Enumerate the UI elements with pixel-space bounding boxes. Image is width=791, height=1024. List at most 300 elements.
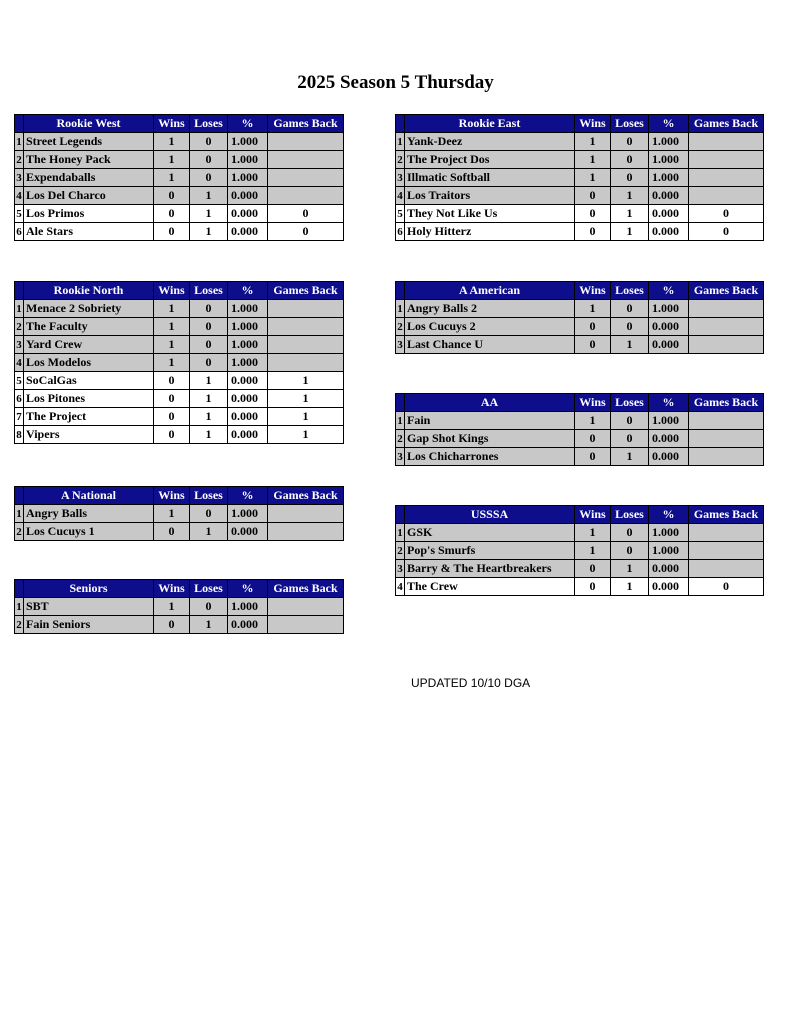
rank-cell: 7 xyxy=(15,408,24,426)
wins-header: Wins xyxy=(154,282,190,300)
games-back-cell xyxy=(268,354,344,372)
pct-cell: 1.000 xyxy=(649,133,689,151)
table-row xyxy=(15,223,344,241)
wins-cell: 1 xyxy=(575,542,611,560)
rank-cell: 5 xyxy=(15,372,24,390)
rank-cell: 8 xyxy=(15,426,24,444)
loses-cell: 1 xyxy=(611,205,649,223)
table-row xyxy=(15,336,344,354)
team-name-cell: The Crew xyxy=(405,578,575,596)
pct-cell: 1.000 xyxy=(228,598,268,616)
wins-cell: 0 xyxy=(575,187,611,205)
wins-cell: 1 xyxy=(154,169,190,187)
table-row xyxy=(396,187,764,205)
table-row xyxy=(396,133,764,151)
loses-cell: 0 xyxy=(190,169,228,187)
pct-cell: 0.000 xyxy=(649,430,689,448)
wins-cell: 1 xyxy=(154,505,190,523)
pct-cell: 1.000 xyxy=(649,169,689,187)
loses-cell: 0 xyxy=(190,598,228,616)
pct-cell: 0.000 xyxy=(649,560,689,578)
rank-cell: 2 xyxy=(396,430,405,448)
wins-cell: 1 xyxy=(154,318,190,336)
updated-note: UPDATED 10/10 DGA xyxy=(411,676,531,690)
header-row xyxy=(15,487,344,505)
pct-cell: 1.000 xyxy=(649,151,689,169)
table-row xyxy=(15,205,344,223)
wins-cell: 1 xyxy=(154,354,190,372)
games-back-cell xyxy=(689,169,764,187)
loses-cell: 0 xyxy=(190,336,228,354)
wins-cell: 0 xyxy=(154,616,190,634)
wins-cell: 0 xyxy=(154,205,190,223)
division-name: AA xyxy=(405,394,575,412)
loses-cell: 0 xyxy=(611,300,649,318)
games-back-cell xyxy=(268,300,344,318)
team-name-cell: Los Cucuys 1 xyxy=(24,523,154,541)
table-row xyxy=(396,169,764,187)
pct-cell: 1.000 xyxy=(228,300,268,318)
team-name-cell: SoCalGas xyxy=(24,372,154,390)
rank-cell: 1 xyxy=(15,505,24,523)
games-back-cell xyxy=(268,133,344,151)
loses-cell: 1 xyxy=(190,426,228,444)
team-name-cell: Los Del Charco xyxy=(24,187,154,205)
team-name-cell: Vipers xyxy=(24,426,154,444)
pct-cell: 0.000 xyxy=(649,205,689,223)
games-back-cell xyxy=(268,505,344,523)
table-row xyxy=(15,300,344,318)
wins-cell: 0 xyxy=(154,223,190,241)
rank-cell: 4 xyxy=(396,578,405,596)
pct-cell: 1.000 xyxy=(649,524,689,542)
games-back-header: Games Back xyxy=(689,282,764,300)
pct-header: % xyxy=(228,487,268,505)
pct-header: % xyxy=(649,115,689,133)
rank-cell: 3 xyxy=(396,336,405,354)
standings-table-rookie-east xyxy=(395,114,764,241)
games-back-header: Games Back xyxy=(689,115,764,133)
team-name-cell: The Project Dos xyxy=(405,151,575,169)
pct-cell: 1.000 xyxy=(228,505,268,523)
team-name-cell: The Honey Pack xyxy=(24,151,154,169)
wins-cell: 1 xyxy=(575,412,611,430)
pct-cell: 0.000 xyxy=(228,372,268,390)
pct-header: % xyxy=(649,282,689,300)
table-row xyxy=(396,151,764,169)
wins-cell: 1 xyxy=(575,524,611,542)
pct-cell: 1.000 xyxy=(228,318,268,336)
team-name-cell: Los Pitones xyxy=(24,390,154,408)
pct-cell: 1.000 xyxy=(228,354,268,372)
team-name-cell: Los Chicharrones xyxy=(405,448,575,466)
team-name-cell: Yank-Deez xyxy=(405,133,575,151)
wins-cell: 1 xyxy=(154,598,190,616)
rank-cell: 2 xyxy=(396,542,405,560)
games-back-cell: 0 xyxy=(689,205,764,223)
team-name-cell: Angry Balls xyxy=(24,505,154,523)
wins-cell: 1 xyxy=(575,133,611,151)
pct-cell: 0.000 xyxy=(228,223,268,241)
games-back-header: Games Back xyxy=(268,487,344,505)
wins-cell: 0 xyxy=(154,523,190,541)
header-row xyxy=(396,394,764,412)
table-row xyxy=(396,300,764,318)
team-name-cell: Fain Seniors xyxy=(24,616,154,634)
loses-cell: 1 xyxy=(611,336,649,354)
games-back-cell: 1 xyxy=(268,408,344,426)
division-name: Rookie East xyxy=(405,115,575,133)
loses-cell: 0 xyxy=(190,354,228,372)
wins-cell: 1 xyxy=(575,300,611,318)
rank-header xyxy=(396,115,405,133)
pct-cell: 1.000 xyxy=(649,542,689,560)
games-back-cell xyxy=(268,598,344,616)
loses-cell: 0 xyxy=(611,318,649,336)
header-row xyxy=(15,282,344,300)
pct-header: % xyxy=(228,282,268,300)
games-back-header: Games Back xyxy=(689,394,764,412)
table-row xyxy=(396,542,764,560)
team-name-cell: Last Chance U xyxy=(405,336,575,354)
rank-header xyxy=(15,282,24,300)
rank-cell: 5 xyxy=(15,205,24,223)
games-back-cell xyxy=(268,523,344,541)
loses-header: Loses xyxy=(190,282,228,300)
table-row xyxy=(396,560,764,578)
loses-header: Loses xyxy=(611,394,649,412)
pct-cell: 0.000 xyxy=(228,408,268,426)
loses-header: Loses xyxy=(611,115,649,133)
pct-cell: 0.000 xyxy=(228,523,268,541)
games-back-cell xyxy=(689,524,764,542)
wins-cell: 0 xyxy=(154,372,190,390)
loses-cell: 0 xyxy=(611,133,649,151)
pct-cell: 1.000 xyxy=(228,336,268,354)
wins-cell: 0 xyxy=(575,205,611,223)
loses-cell: 0 xyxy=(611,542,649,560)
pct-cell: 1.000 xyxy=(228,133,268,151)
wins-header: Wins xyxy=(575,282,611,300)
loses-cell: 1 xyxy=(190,408,228,426)
rank-cell: 6 xyxy=(15,390,24,408)
team-name-cell: Holy Hitterz xyxy=(405,223,575,241)
rank-cell: 3 xyxy=(396,169,405,187)
rank-header xyxy=(396,394,405,412)
standings-table-seniors xyxy=(14,579,344,634)
wins-cell: 0 xyxy=(154,426,190,444)
rank-cell: 2 xyxy=(15,616,24,634)
team-name-cell: Ale Stars xyxy=(24,223,154,241)
loses-cell: 0 xyxy=(611,151,649,169)
page-title: 2025 Season 5 Thursday xyxy=(297,72,494,93)
rank-cell: 1 xyxy=(15,598,24,616)
team-name-cell: Yard Crew xyxy=(24,336,154,354)
loses-header: Loses xyxy=(190,487,228,505)
games-back-cell: 1 xyxy=(268,426,344,444)
team-name-cell: Gap Shot Kings xyxy=(405,430,575,448)
wins-cell: 0 xyxy=(575,336,611,354)
games-back-header: Games Back xyxy=(268,115,344,133)
header-row xyxy=(396,115,764,133)
rank-cell: 1 xyxy=(396,133,405,151)
games-back-cell: 0 xyxy=(268,223,344,241)
games-back-cell xyxy=(689,448,764,466)
rank-cell: 3 xyxy=(396,560,405,578)
pct-cell: 0.000 xyxy=(228,205,268,223)
rank-cell: 5 xyxy=(396,205,405,223)
rank-cell: 1 xyxy=(15,300,24,318)
standings-table-aa xyxy=(395,393,764,466)
table-row xyxy=(15,169,344,187)
team-name-cell: SBT xyxy=(24,598,154,616)
table-row xyxy=(15,408,344,426)
pct-cell: 1.000 xyxy=(228,169,268,187)
games-back-cell xyxy=(689,430,764,448)
pct-header: % xyxy=(228,580,268,598)
pct-cell: 1.000 xyxy=(228,151,268,169)
loses-cell: 1 xyxy=(190,523,228,541)
rank-cell: 2 xyxy=(396,151,405,169)
loses-cell: 0 xyxy=(190,300,228,318)
rank-cell: 4 xyxy=(396,187,405,205)
games-back-cell: 1 xyxy=(268,372,344,390)
wins-cell: 1 xyxy=(575,151,611,169)
loses-cell: 1 xyxy=(190,390,228,408)
pct-cell: 0.000 xyxy=(228,616,268,634)
team-name-cell: Street Legends xyxy=(24,133,154,151)
loses-cell: 1 xyxy=(190,372,228,390)
standings-table-a-national xyxy=(14,486,344,541)
rank-cell: 3 xyxy=(15,336,24,354)
table-row xyxy=(15,426,344,444)
games-back-cell xyxy=(689,542,764,560)
games-back-cell xyxy=(268,151,344,169)
rank-cell: 1 xyxy=(396,524,405,542)
table-row xyxy=(15,390,344,408)
table-row xyxy=(396,430,764,448)
loses-cell: 1 xyxy=(611,560,649,578)
loses-cell: 1 xyxy=(611,223,649,241)
table-row xyxy=(396,524,764,542)
table-row xyxy=(15,598,344,616)
team-name-cell: Fain xyxy=(405,412,575,430)
division-name: A National xyxy=(24,487,154,505)
pct-cell: 0.000 xyxy=(649,448,689,466)
standings-table-usssa xyxy=(395,505,764,596)
wins-cell: 0 xyxy=(154,408,190,426)
games-back-cell xyxy=(689,187,764,205)
games-back-header: Games Back xyxy=(689,506,764,524)
team-name-cell: They Not Like Us xyxy=(405,205,575,223)
wins-cell: 0 xyxy=(154,390,190,408)
loses-cell: 0 xyxy=(190,133,228,151)
wins-cell: 0 xyxy=(575,430,611,448)
rank-cell: 1 xyxy=(396,300,405,318)
games-back-cell: 0 xyxy=(268,205,344,223)
wins-header: Wins xyxy=(154,115,190,133)
loses-cell: 0 xyxy=(190,505,228,523)
wins-cell: 0 xyxy=(575,560,611,578)
pct-cell: 1.000 xyxy=(649,300,689,318)
wins-cell: 0 xyxy=(575,578,611,596)
loses-cell: 1 xyxy=(611,578,649,596)
table-row xyxy=(396,223,764,241)
wins-cell: 1 xyxy=(154,336,190,354)
table-row xyxy=(15,133,344,151)
table-row xyxy=(396,412,764,430)
games-back-cell xyxy=(689,300,764,318)
rank-cell: 1 xyxy=(15,133,24,151)
games-back-cell: 0 xyxy=(689,578,764,596)
team-name-cell: Illmatic Softball xyxy=(405,169,575,187)
table-row xyxy=(15,151,344,169)
rank-cell: 3 xyxy=(15,169,24,187)
team-name-cell: GSK xyxy=(405,524,575,542)
team-name-cell: Expendaballs xyxy=(24,169,154,187)
rank-cell: 6 xyxy=(396,223,405,241)
games-back-header: Games Back xyxy=(268,580,344,598)
wins-header: Wins xyxy=(154,580,190,598)
games-back-header: Games Back xyxy=(268,282,344,300)
rank-cell: 6 xyxy=(15,223,24,241)
games-back-cell xyxy=(268,318,344,336)
games-back-cell: 1 xyxy=(268,390,344,408)
table-row xyxy=(15,187,344,205)
rank-cell: 1 xyxy=(396,412,405,430)
table-row xyxy=(396,318,764,336)
rank-cell: 2 xyxy=(15,151,24,169)
standings-table-rookie-north xyxy=(14,281,344,444)
team-name-cell: Pop's Smurfs xyxy=(405,542,575,560)
division-name: Rookie North xyxy=(24,282,154,300)
games-back-cell xyxy=(689,133,764,151)
wins-cell: 0 xyxy=(575,448,611,466)
loses-cell: 0 xyxy=(611,430,649,448)
pct-cell: 0.000 xyxy=(649,318,689,336)
table-row xyxy=(396,448,764,466)
games-back-cell xyxy=(268,616,344,634)
loses-cell: 0 xyxy=(190,151,228,169)
rank-cell: 2 xyxy=(15,523,24,541)
loses-header: Loses xyxy=(190,580,228,598)
pct-cell: 0.000 xyxy=(649,223,689,241)
pct-cell: 0.000 xyxy=(649,336,689,354)
table-row xyxy=(15,318,344,336)
pct-header: % xyxy=(228,115,268,133)
games-back-cell xyxy=(689,318,764,336)
rank-header xyxy=(15,115,24,133)
table-row xyxy=(15,372,344,390)
standings-table-a-american xyxy=(395,281,764,354)
table-row xyxy=(396,205,764,223)
wins-header: Wins xyxy=(154,487,190,505)
games-back-cell xyxy=(268,187,344,205)
table-row xyxy=(15,616,344,634)
team-name-cell: The Project xyxy=(24,408,154,426)
pct-cell: 0.000 xyxy=(228,390,268,408)
rank-header xyxy=(15,487,24,505)
games-back-cell xyxy=(268,336,344,354)
rank-cell: 4 xyxy=(15,187,24,205)
team-name-cell: Los Cucuys 2 xyxy=(405,318,575,336)
division-name: A American xyxy=(405,282,575,300)
pct-header: % xyxy=(649,394,689,412)
games-back-cell xyxy=(689,560,764,578)
table-row xyxy=(15,523,344,541)
games-back-cell xyxy=(689,151,764,169)
loses-cell: 0 xyxy=(611,524,649,542)
rank-cell: 2 xyxy=(15,318,24,336)
loses-cell: 1 xyxy=(190,205,228,223)
header-row xyxy=(15,580,344,598)
header-row xyxy=(396,506,764,524)
rank-cell: 3 xyxy=(396,448,405,466)
team-name-cell: Los Primos xyxy=(24,205,154,223)
wins-cell: 1 xyxy=(575,169,611,187)
loses-cell: 1 xyxy=(190,616,228,634)
loses-cell: 1 xyxy=(611,448,649,466)
wins-cell: 0 xyxy=(575,318,611,336)
header-row xyxy=(396,282,764,300)
table-row xyxy=(15,505,344,523)
pct-cell: 0.000 xyxy=(228,426,268,444)
pct-cell: 1.000 xyxy=(649,412,689,430)
loses-cell: 0 xyxy=(611,412,649,430)
wins-cell: 1 xyxy=(154,151,190,169)
loses-cell: 1 xyxy=(611,187,649,205)
wins-header: Wins xyxy=(575,115,611,133)
division-name: USSSA xyxy=(405,506,575,524)
wins-cell: 0 xyxy=(575,223,611,241)
wins-cell: 0 xyxy=(154,187,190,205)
pct-cell: 0.000 xyxy=(228,187,268,205)
games-back-cell xyxy=(689,336,764,354)
loses-cell: 1 xyxy=(190,187,228,205)
team-name-cell: The Faculty xyxy=(24,318,154,336)
division-name: Seniors xyxy=(24,580,154,598)
games-back-cell: 0 xyxy=(689,223,764,241)
table-row xyxy=(396,336,764,354)
loses-cell: 0 xyxy=(611,169,649,187)
rank-cell: 2 xyxy=(396,318,405,336)
rank-header xyxy=(15,580,24,598)
rank-header xyxy=(396,506,405,524)
games-back-cell xyxy=(268,169,344,187)
standings-table-rookie-west xyxy=(14,114,344,241)
wins-cell: 1 xyxy=(154,133,190,151)
loses-cell: 0 xyxy=(190,318,228,336)
header-row xyxy=(15,115,344,133)
rank-header xyxy=(396,282,405,300)
loses-header: Loses xyxy=(611,282,649,300)
loses-header: Loses xyxy=(190,115,228,133)
pct-header: % xyxy=(649,506,689,524)
games-back-cell xyxy=(689,412,764,430)
loses-cell: 1 xyxy=(190,223,228,241)
rank-cell: 4 xyxy=(15,354,24,372)
wins-header: Wins xyxy=(575,506,611,524)
team-name-cell: Los Traitors xyxy=(405,187,575,205)
team-name-cell: Menace 2 Sobriety xyxy=(24,300,154,318)
wins-cell: 1 xyxy=(154,300,190,318)
team-name-cell: Barry & The Heartbreakers xyxy=(405,560,575,578)
pct-cell: 0.000 xyxy=(649,578,689,596)
pct-cell: 0.000 xyxy=(649,187,689,205)
team-name-cell: Los Modelos xyxy=(24,354,154,372)
table-row xyxy=(396,578,764,596)
division-name: Rookie West xyxy=(24,115,154,133)
